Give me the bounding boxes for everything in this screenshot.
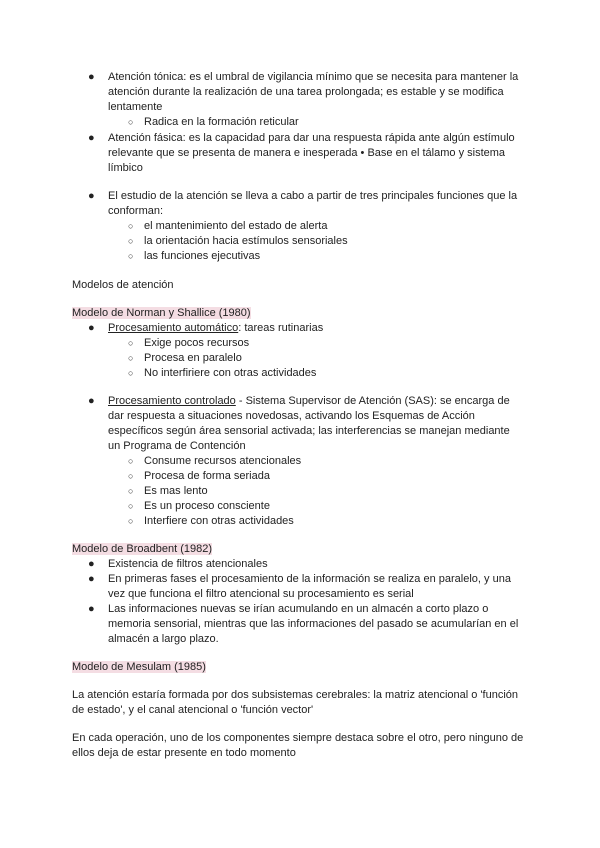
circle-bullet-icon: ○: [128, 516, 134, 526]
text-line: dar respuesta a situaciones novedosas, activando los Esquemas de Acción: [108, 410, 475, 422]
circle-bullet-icon: ○: [128, 251, 134, 261]
text-line: En primeras fases el procesamiento de la información se realiza en paralelo, y una: [108, 573, 511, 585]
text-line: lentamente: [108, 101, 163, 113]
sub-item: Radica en la formación reticular: [144, 116, 299, 128]
sub-item: las funciones ejecutivas: [144, 250, 261, 262]
text-line: El estudio de la atención se lleva a cabo a partir de tres principales funciones que la: [108, 190, 518, 202]
text-line: Existencia de filtros atencionales: [108, 558, 268, 570]
highlighted-title: Modelo de Mesulam (1985): [72, 661, 206, 673]
sub-item: la orientación hacia estímulos sensoriales: [144, 235, 348, 247]
sub-item: el mantenimiento del estado de alerta: [144, 220, 328, 232]
bullet-dot-icon: ●: [88, 190, 95, 202]
text-line: Atención tónica: es el umbral de vigilancia mínimo que se necesita para mantener la: [108, 71, 519, 83]
text-line: conforman:: [108, 205, 164, 217]
text-line: almacén a largo plazo.: [108, 633, 219, 645]
circle-bullet-icon: ○: [128, 353, 134, 363]
text-line: Atención fásica: es la capacidad para dar una respuesta rápida ante algún estímulo: [108, 132, 515, 144]
text-line: La atención estaría formada por dos subsistemas cerebrales: la matriz atencional o 'función: [72, 689, 519, 701]
model-heading-norman-shallice: [72, 306, 251, 321]
highlighted-title: Modelo de Norman y Shallice (1980): [72, 307, 251, 319]
underlined-term: Procesamiento automático: [108, 322, 239, 334]
text-line: vez que funciona el filtro atencional su procesamiento es serial: [108, 588, 414, 600]
bullet-dot-icon: ●: [88, 322, 95, 334]
text-line: un Programa de Contención: [108, 440, 246, 452]
text-line: [108, 321, 323, 336]
text-line: En cada operación, uno de los componentes siempre destaca sobre el otro, pero ninguno de: [72, 732, 524, 744]
text-line: memoria sensorial, mientras que las informaciones del pasado se acumularían en el: [108, 618, 519, 630]
sub-item: Procesa en paralelo: [144, 352, 242, 364]
text-line: límbico: [108, 162, 143, 174]
circle-bullet-icon: ○: [128, 221, 134, 231]
text-line: [108, 394, 510, 409]
bullet-dot-icon: ●: [88, 395, 95, 407]
sub-item: Procesa de forma seriada: [144, 470, 270, 482]
circle-bullet-icon: ○: [128, 456, 134, 466]
text-line: específicos según área sensorial activada; las interferencias se manejan mediante: [108, 425, 510, 437]
circle-bullet-icon: ○: [128, 117, 134, 127]
text-line: Las informaciones nuevas se irían acumulando en un almacén a corto plazo o: [108, 603, 489, 615]
circle-bullet-icon: ○: [128, 338, 134, 348]
sub-item: Es un proceso consciente: [144, 500, 270, 512]
text-line: ellos deja de estar presente en todo momento: [72, 747, 296, 759]
model-heading-broadbent: [72, 542, 212, 557]
sub-item: Exige pocos recursos: [144, 337, 250, 349]
circle-bullet-icon: ○: [128, 368, 134, 378]
bullet-dot-icon: ●: [88, 573, 95, 585]
section-heading: Modelos de atención: [72, 279, 174, 291]
sub-item: No interfiriere con otras actividades: [144, 367, 317, 379]
term-description: - Sistema Supervisor de Atención (SAS): se encarga de: [235, 395, 510, 407]
model-heading-mesulam: [72, 660, 206, 675]
highlighted-title: Modelo de Broadbent (1982): [72, 543, 213, 555]
bullet-dot-icon: ●: [88, 132, 95, 144]
sub-item: Interfiere con otras actividades: [144, 515, 294, 527]
circle-bullet-icon: ○: [128, 486, 134, 496]
bullet-dot-icon: ●: [88, 558, 95, 570]
circle-bullet-icon: ○: [128, 501, 134, 511]
circle-bullet-icon: ○: [128, 236, 134, 246]
text-line: atención durante la realización de una tarea prolongada; es estable y se modifica: [108, 86, 504, 98]
text-line: de estado', y el canal atencional o 'función vector': [72, 704, 314, 716]
term-description: : tareas rutinarias: [238, 322, 324, 334]
sub-item: Es mas lento: [144, 485, 208, 497]
bullet-dot-icon: ●: [88, 603, 95, 615]
sub-item: Consume recursos atencionales: [144, 455, 302, 467]
underlined-term: Procesamiento controlado: [108, 395, 236, 407]
text-line: relevante que se presenta de manera e inesperada • Base en el tálamo y sistema: [108, 147, 506, 159]
bullet-dot-icon: ●: [88, 71, 95, 83]
circle-bullet-icon: ○: [128, 471, 134, 481]
